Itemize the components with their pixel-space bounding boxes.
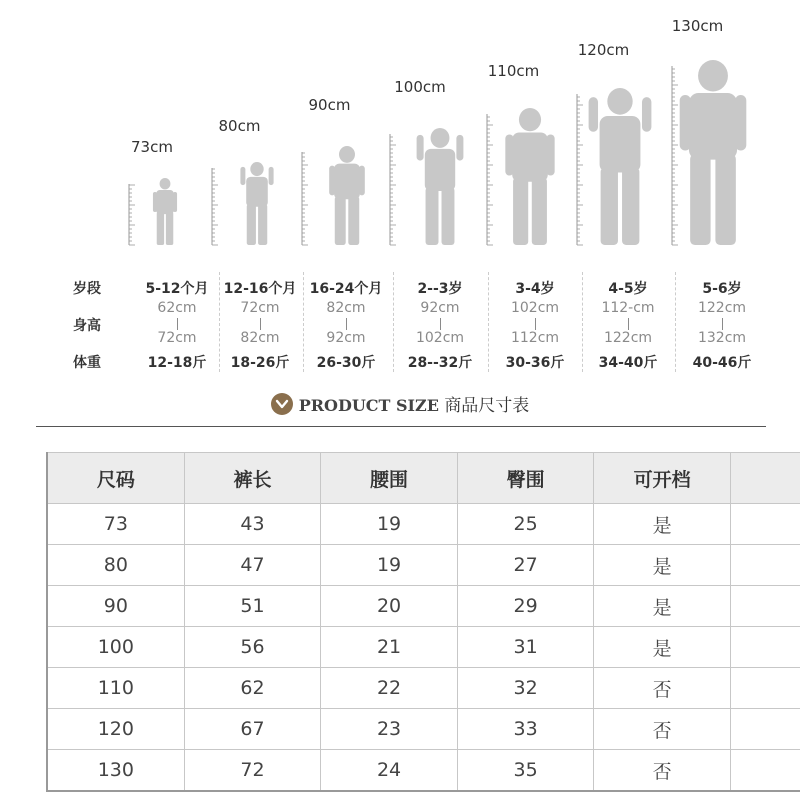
height-range-bar (722, 318, 723, 330)
weight-range: 18-26斤 (230, 355, 290, 371)
height-min: 82cm (326, 300, 366, 316)
age-range: 2--3岁 (417, 281, 463, 297)
table-cell: 43 (184, 504, 321, 545)
height-label: 120cm (577, 41, 630, 59)
table-row (47, 627, 800, 668)
height-min: 72cm (240, 300, 280, 316)
height-max: 82cm (240, 330, 280, 346)
weight-range: 40-46斤 (692, 355, 752, 371)
table-cell (730, 586, 800, 627)
height-range-bar (346, 318, 347, 330)
table-cell: 29 (457, 586, 594, 627)
table-cell: 25 (457, 504, 594, 545)
weight-row-label: 体重 (73, 355, 101, 371)
table-row (47, 750, 800, 792)
child-silhouette (329, 146, 365, 245)
table-row (47, 504, 800, 545)
table-cell (730, 627, 800, 668)
table-cell: 56 (184, 627, 321, 668)
table-header-cell: 裤长 (184, 453, 321, 504)
table-header-cell: 臀围 (457, 453, 594, 504)
height-label: 100cm (394, 78, 446, 96)
age-range: 16-24个月 (309, 281, 383, 297)
table-cell: 35 (457, 750, 594, 792)
divider (36, 426, 766, 427)
table-cell: 47 (184, 545, 321, 586)
age-row-label: 岁段 (73, 281, 101, 297)
child-silhouette (153, 178, 177, 245)
height-label: 80cm (218, 117, 261, 135)
table-cell: 否 (594, 668, 731, 709)
table-row (47, 586, 800, 627)
table-cell: 73 (47, 504, 184, 545)
chevron-down-icon (271, 393, 293, 415)
banner-title-cn: 商品尺寸表 (444, 396, 530, 416)
height-min: 122cm (697, 300, 747, 316)
table-cell: 120 (47, 709, 184, 750)
height-range-bar (628, 318, 629, 330)
table-cell: 19 (321, 545, 458, 586)
table-cell: 23 (321, 709, 458, 750)
table-cell: 90 (47, 586, 184, 627)
weight-range: 28--32斤 (407, 355, 473, 371)
table-cell: 80 (47, 545, 184, 586)
height-max: 132cm (697, 330, 747, 346)
table-cell: 62 (184, 668, 321, 709)
table-cell: 21 (321, 627, 458, 668)
height-max: 102cm (415, 330, 465, 346)
table-cell (730, 504, 800, 545)
height-range-bar (260, 318, 261, 330)
height-max: 112cm (510, 330, 560, 346)
height-range-bar (440, 318, 441, 330)
table-cell (730, 668, 800, 709)
table-row (47, 668, 800, 709)
table-header-cell: 腰围 (321, 453, 458, 504)
weight-range: 12-18斤 (147, 355, 207, 371)
height-min: 102cm (510, 300, 560, 316)
height-range-bar (535, 318, 536, 330)
height-figures-illustration (0, 0, 800, 270)
table-cell: 24 (321, 750, 458, 792)
table-row (47, 545, 800, 586)
height-min: 112-cm (601, 300, 655, 316)
age-range: 4-5岁 (608, 281, 648, 297)
table-cell (730, 750, 800, 792)
table-header-cell (730, 453, 800, 504)
table-cell: 27 (457, 545, 594, 586)
child-silhouette (417, 128, 464, 245)
height-row-label: 身高 (73, 318, 101, 334)
height-max: 122cm (603, 330, 653, 346)
table-header-cell: 可开档 (594, 453, 731, 504)
height-min: 92cm (420, 300, 460, 316)
child-silhouette (589, 88, 652, 245)
table-cell: 130 (47, 750, 184, 792)
height-min: 62cm (157, 300, 197, 316)
table-cell: 否 (594, 750, 731, 792)
height-range-bar (177, 318, 178, 330)
height-label: 130cm (671, 17, 724, 35)
height-max: 92cm (326, 330, 366, 346)
table-cell: 19 (321, 504, 458, 545)
table-cell: 是 (594, 586, 731, 627)
table-header-cell: 尺码 (47, 453, 184, 504)
table-cell: 33 (457, 709, 594, 750)
age-range: 5-12个月 (145, 281, 209, 297)
weight-range: 34-40斤 (598, 355, 658, 371)
age-range: 3-4岁 (515, 281, 555, 297)
weight-range: 26-30斤 (316, 355, 376, 371)
table-cell: 72 (184, 750, 321, 792)
table-cell (730, 545, 800, 586)
child-silhouette (680, 60, 747, 245)
age-range: 12-16个月 (223, 281, 297, 297)
table-cell: 51 (184, 586, 321, 627)
table-cell: 22 (321, 668, 458, 709)
table-cell: 110 (47, 668, 184, 709)
age-range: 5-6岁 (702, 281, 742, 297)
table-cell: 是 (594, 545, 731, 586)
banner-title-en: PRODUCT SIZE (298, 396, 439, 415)
height-label: 110cm (487, 62, 540, 80)
table-row (47, 709, 800, 750)
size-table (46, 452, 800, 792)
table-header-row (47, 453, 800, 504)
height-label: 90cm (308, 96, 351, 114)
table-cell: 是 (594, 504, 731, 545)
child-silhouette (505, 108, 554, 245)
table-cell: 100 (47, 627, 184, 668)
table-cell: 是 (594, 627, 731, 668)
weight-range: 30-36斤 (505, 355, 565, 371)
table-cell: 67 (184, 709, 321, 750)
table-cell (730, 709, 800, 750)
child-silhouette (240, 162, 273, 245)
product-size-banner (0, 391, 800, 417)
table-cell: 31 (457, 627, 594, 668)
table-cell: 32 (457, 668, 594, 709)
table-cell: 否 (594, 709, 731, 750)
height-label: 73cm (131, 138, 173, 156)
table-cell: 20 (321, 586, 458, 627)
height-max: 72cm (157, 330, 197, 346)
